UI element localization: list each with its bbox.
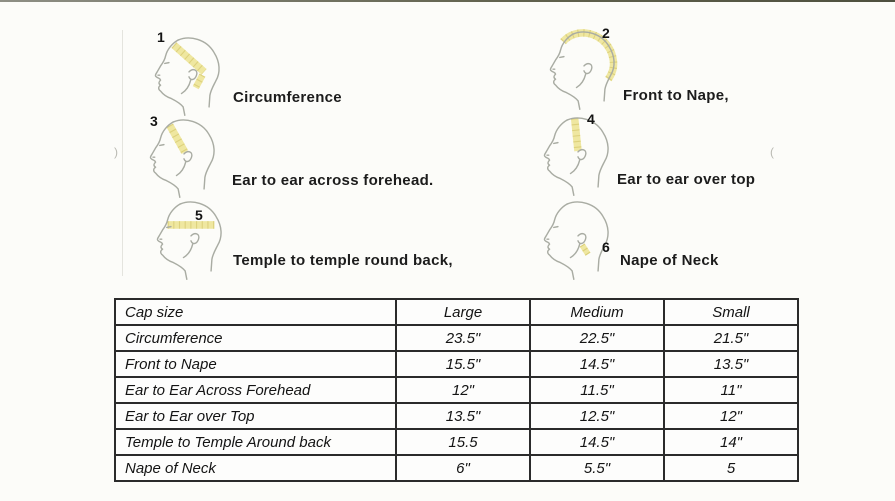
value-large: 15.5" (396, 351, 530, 377)
value-small: 5 (664, 455, 798, 481)
value-large: 15.5 (396, 429, 530, 455)
column-header-large: Large (396, 299, 530, 325)
figure-label: Ear to ear across forehead. (232, 172, 434, 189)
row-label: Temple to Temple Around back (115, 429, 396, 455)
column-header-medium: Medium (530, 299, 664, 325)
head-profile-ear-to-ear-over-top-icon (532, 111, 624, 198)
value-medium: 14.5" (530, 429, 664, 455)
table-row (115, 429, 798, 455)
value-small: 13.5" (664, 351, 798, 377)
measurement-figure-ear-to-ear-over-top (532, 110, 872, 202)
row-label: Circumference (115, 325, 396, 351)
value-small: 14" (664, 429, 798, 455)
row-label: Ear to Ear over Top (115, 403, 396, 429)
top-edge-rule (0, 0, 895, 2)
scan-artifact-mark: ( (770, 145, 774, 159)
head-profile-circumference-icon (143, 34, 235, 118)
value-medium: 14.5" (530, 351, 664, 377)
figure-label: Ear to ear over top (617, 171, 756, 188)
figure-label: Circumference (233, 89, 342, 106)
measurement-figure-temple-round-back (145, 194, 485, 286)
value-medium: 12.5" (530, 403, 664, 429)
head-profile-temple-round-back-icon (145, 198, 237, 282)
table-row (115, 351, 798, 377)
figure-number: 5 (195, 207, 203, 223)
figure-number: 4 (587, 111, 595, 127)
head-profile-front-to-nape-icon (538, 25, 630, 112)
table-row (115, 403, 798, 429)
value-large: 13.5" (396, 403, 530, 429)
scan-artifact-mark: ) (114, 145, 118, 159)
figure-number: 1 (157, 29, 165, 45)
column-header-cap-size: Cap size (115, 299, 396, 325)
cap-size-table (114, 298, 799, 482)
table-row (115, 325, 798, 351)
value-small: 11" (664, 377, 798, 403)
table-header-row (115, 299, 798, 325)
value-medium: 5.5" (530, 455, 664, 481)
row-label: Nape of Neck (115, 455, 396, 481)
head-profile-nape-icon (532, 198, 624, 282)
table-row (115, 377, 798, 403)
value-medium: 22.5" (530, 325, 664, 351)
figure-number: 2 (602, 25, 610, 41)
row-label: Front to Nape (115, 351, 396, 377)
row-label: Ear to Ear Across Forehead (115, 377, 396, 403)
value-medium: 11.5" (530, 377, 664, 403)
value-large: 23.5" (396, 325, 530, 351)
figure-label: Front to Nape, (623, 87, 729, 104)
measurement-figure-circumference (143, 30, 483, 122)
value-small: 21.5" (664, 325, 798, 351)
measurement-figure-ear-to-ear-forehead (138, 112, 478, 204)
figure-number: 3 (150, 113, 158, 129)
value-large: 12" (396, 377, 530, 403)
figure-number: 6 (602, 239, 610, 255)
table-row (115, 455, 798, 481)
value-small: 12" (664, 403, 798, 429)
scan-edge-line (122, 30, 123, 276)
figure-label: Temple to temple round back, (233, 252, 453, 269)
value-large: 6" (396, 455, 530, 481)
figure-label: Nape of Neck (620, 252, 719, 269)
column-header-small: Small (664, 299, 798, 325)
measurement-figure-front-to-nape (538, 24, 878, 116)
measurement-figure-nape-of-neck (532, 194, 872, 286)
